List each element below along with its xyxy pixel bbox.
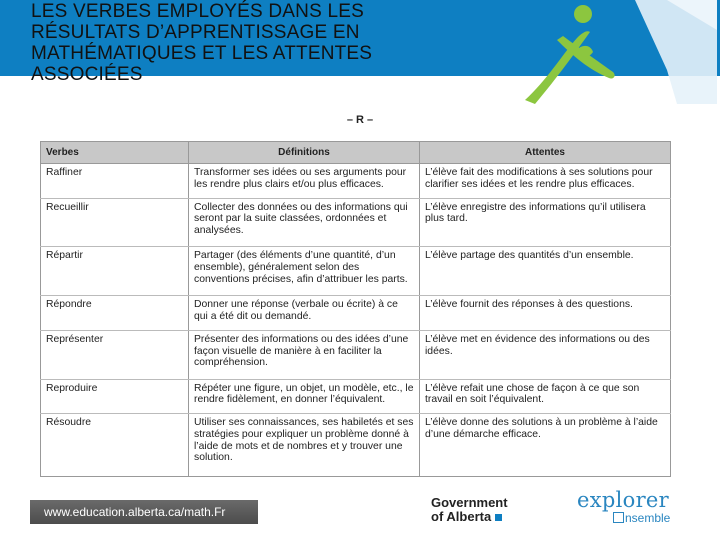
title-line: LES VERBES EMPLOYÉS DANS LES: [31, 1, 364, 22]
section-letter: – R –: [346, 114, 374, 126]
header-definitions: Définitions: [189, 142, 420, 164]
table-row: [41, 330, 671, 379]
table-row: [41, 296, 671, 331]
expectation-cell: L’élève partage des quantités d’un ensemble.: [420, 247, 671, 296]
slide-title: [31, 1, 451, 85]
verb-cell: Répondre: [41, 296, 189, 331]
definition-cell: Répéter une figure, un objet, un modèle, etc., le rendre fidèlement, en donner l’équivalent.: [189, 379, 420, 414]
table-row: [41, 414, 671, 477]
definition-cell: Présenter des informations ou des idées d’une façon visuelle de manière à en faciliter la compréhension.: [189, 330, 420, 379]
header-attentes: Attentes: [420, 142, 671, 164]
definition-cell: Donner une réponse (verbale ou écrite) à ce qui a été dit ou demandé.: [189, 296, 420, 331]
expectation-cell: L’élève fournit des réponses à des questions.: [420, 296, 671, 331]
title-line: MATHÉMATIQUES ET LES ATTENTES: [31, 43, 373, 64]
verbs-table: [40, 141, 671, 477]
expectation-cell: L’élève enregistre des informations qu’il utilisera plus tard.: [420, 198, 671, 247]
expectation-cell: L’élève donne des solutions à un problème à l’aide d’une démarche efficace.: [420, 414, 671, 477]
definition-cell: Partager (des éléments d’une quantité, d’un ensemble), généralement selon des conventions précises, afin d’attribuer les parts.: [189, 247, 420, 296]
verb-cell: Répartir: [41, 247, 189, 296]
footer-url-link[interactable]: www.education.alberta.ca/math.Fr: [44, 505, 226, 519]
explorer-ensemble-logo: [577, 488, 687, 525]
table-row: [41, 198, 671, 247]
table-header-row: [41, 142, 671, 164]
verb-cell: Reproduire: [41, 379, 189, 414]
definition-cell: Utiliser ses connaissances, ses habiletés et ses stratégies pour expliquer un problème donné à l’aide de mots et de nombres et y trouver une solution.: [189, 414, 420, 477]
table-row: [41, 164, 671, 199]
header-verbes: Verbes: [41, 142, 189, 164]
e-box-icon: [613, 512, 624, 523]
title-line: RÉSULTATS D’APPRENTISSAGE EN: [31, 22, 360, 43]
ensemble-word: nsemble: [625, 511, 671, 525]
definition-cell: Collecter des données ou des informations qui seront par la suite classées, ordonnées et analysées.: [189, 198, 420, 247]
blue-square-icon: [495, 514, 502, 521]
table-row: [41, 247, 671, 296]
government-of-alberta-logo: [431, 496, 521, 524]
expectation-cell: L’élève met en évidence des informations ou des idées.: [420, 330, 671, 379]
gov-line-2: of Alberta: [431, 509, 492, 524]
verb-cell: Raffiner: [41, 164, 189, 199]
expectation-cell: L’élève fait des modifications à ses solutions pour clarifier ses idées et les rendre plus efficaces.: [420, 164, 671, 199]
table-row: [41, 379, 671, 414]
verb-cell: Recueillir: [41, 198, 189, 247]
title-line: ASSOCIÉES: [31, 64, 143, 85]
verb-cell: Représenter: [41, 330, 189, 379]
expectation-cell: L’élève refait une chose de façon à ce que son travail en soit l’équivalent.: [420, 379, 671, 414]
footer-url-band: [30, 500, 258, 524]
gov-line-1: Government: [431, 495, 508, 510]
explorer-word: explorer: [577, 488, 669, 512]
ensemble-wordmark: [613, 511, 670, 525]
verb-cell: Résoudre: [41, 414, 189, 477]
definition-cell: Transformer ses idées ou ses arguments pour les rendre plus clairs et/ou plus efficaces.: [189, 164, 420, 199]
x-logo-icon: [517, 0, 717, 104]
